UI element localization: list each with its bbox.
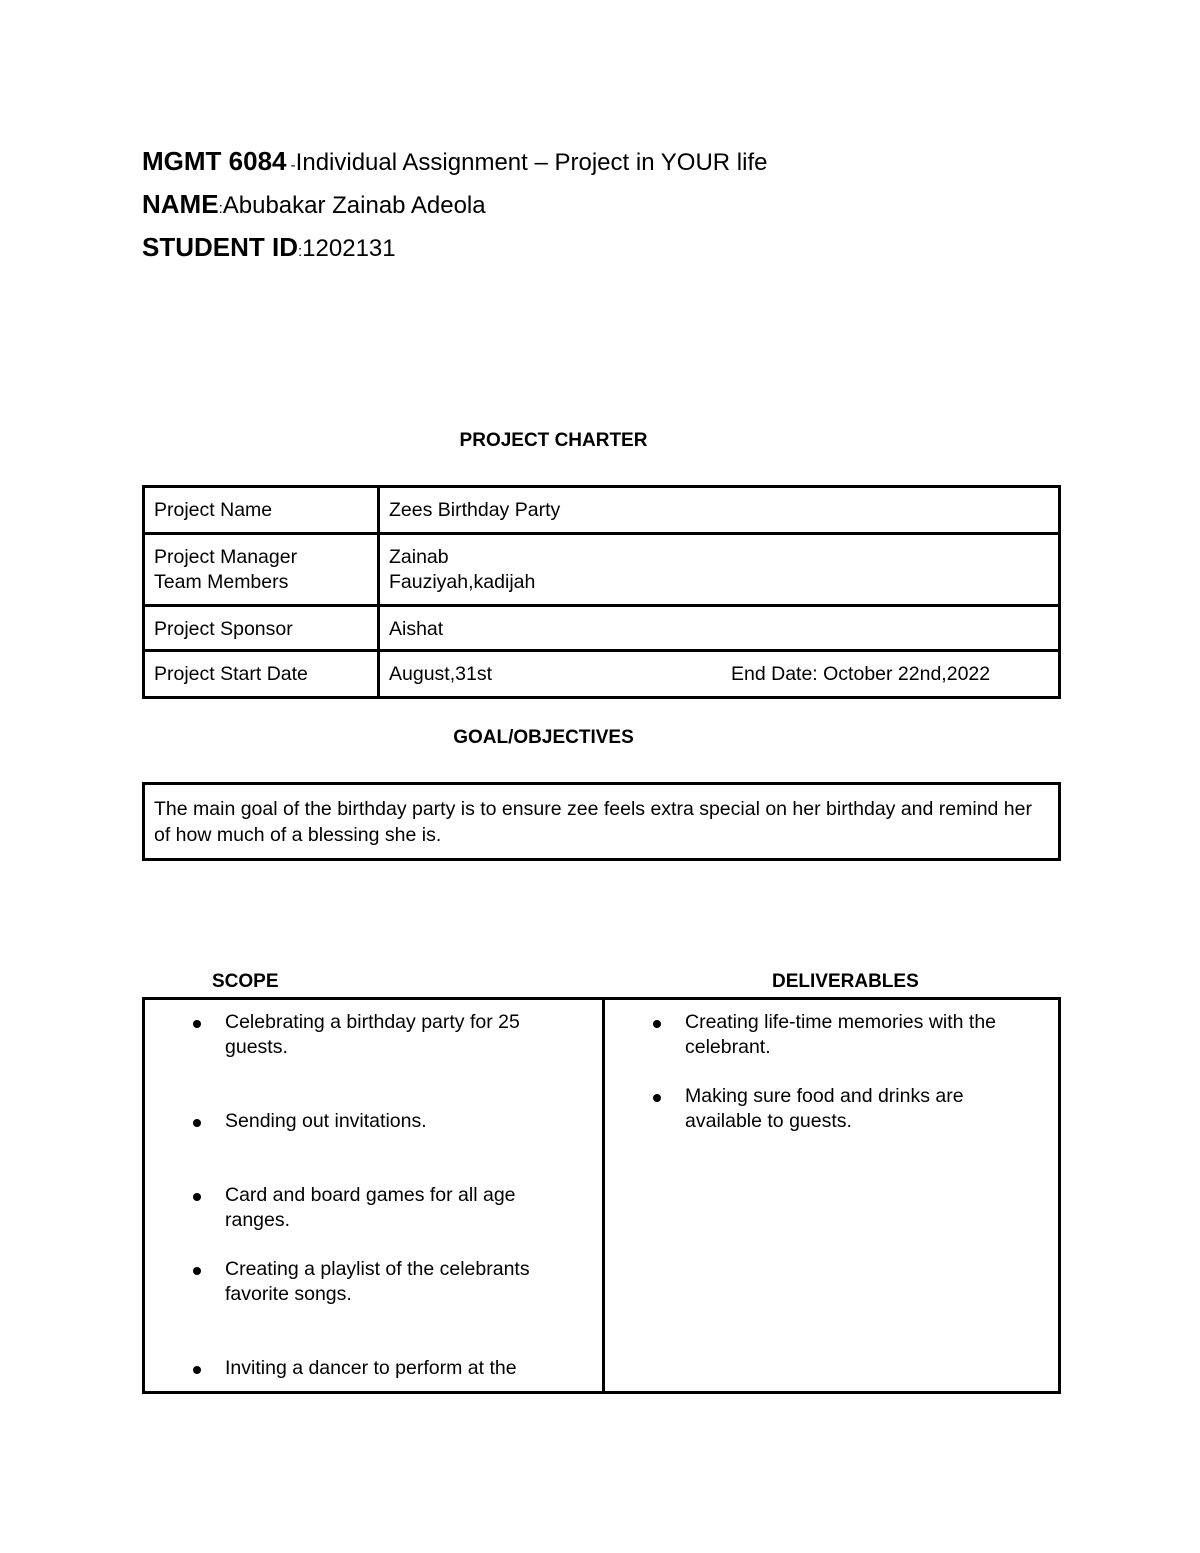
course-separator: -	[286, 157, 296, 174]
project-name-value: Zees Birthday Party	[379, 487, 1060, 534]
project-name-label: Project Name	[144, 487, 379, 534]
table-row	[144, 651, 1060, 698]
project-manager-label: Project Manager	[154, 546, 298, 568]
course-code: MGMT 6084	[142, 146, 287, 176]
deliverables-list	[605, 1010, 1058, 1134]
student-id-label: STUDENT ID	[142, 232, 298, 262]
goal-objectives-table	[142, 782, 1061, 861]
goal-objectives-title: GOAL/OBJECTIVES	[453, 727, 634, 748]
deliverables-title: DELIVERABLES	[772, 971, 919, 992]
manager-team-values	[379, 534, 1060, 606]
scope-deliverables-table	[142, 997, 1061, 1394]
course-line	[142, 142, 767, 185]
name-value: Abubakar Zainab Adeola	[222, 192, 486, 219]
name-line	[142, 185, 767, 228]
table-row	[144, 606, 1060, 651]
project-charter-title: PROJECT CHARTER	[459, 430, 648, 451]
list-item: Creating life-time memories with the celebrant.	[605, 1010, 1058, 1060]
name-separator: :	[218, 200, 223, 217]
course-title: Individual Assignment – Project in YOUR life	[295, 149, 768, 176]
dates-cell	[379, 651, 1060, 698]
end-date-value: End Date: October 22nd,2022	[731, 663, 991, 685]
goal-text: The main goal of the birthday party is to ensure zee feels extra special on her birthday and remind her of how much of a blessing she is.	[144, 784, 1060, 860]
table-row	[144, 487, 1060, 534]
list-item: Celebrating a birthday party for 25 guests.	[145, 1010, 602, 1060]
scope-title: SCOPE	[212, 971, 279, 992]
table-row	[144, 534, 1060, 606]
project-sponsor-value: Aishat	[379, 606, 1060, 651]
team-members-value: Fauziyah,kadijah	[389, 571, 536, 593]
manager-team-labels	[144, 534, 379, 606]
list-item: Sending out invitations.	[145, 1109, 602, 1134]
list-item: Making sure food and drinks are available to guests.	[605, 1084, 1058, 1134]
project-charter-table	[142, 485, 1061, 699]
name-label: NAME	[142, 189, 219, 219]
student-id-separator: :	[298, 243, 303, 260]
scope-cell	[144, 999, 604, 1393]
list-item: Card and board games for all age ranges.	[145, 1183, 602, 1233]
student-id-value: 1202131	[302, 235, 396, 262]
scope-list	[145, 1010, 602, 1381]
list-item: Creating a playlist of the celebrants favorite songs.	[145, 1257, 602, 1307]
project-sponsor-label: Project Sponsor	[144, 606, 379, 651]
table-row	[144, 999, 1060, 1393]
team-members-label: Team Members	[154, 571, 289, 593]
list-item: Inviting a dancer to perform at the	[145, 1356, 602, 1381]
deliverables-cell	[604, 999, 1060, 1393]
table-row	[144, 784, 1060, 860]
student-id-line	[142, 228, 767, 271]
project-manager-value: Zainab	[389, 546, 449, 568]
document-header	[142, 142, 767, 271]
start-date-value: August,31st	[389, 663, 492, 685]
start-date-label: Project Start Date	[144, 651, 379, 698]
